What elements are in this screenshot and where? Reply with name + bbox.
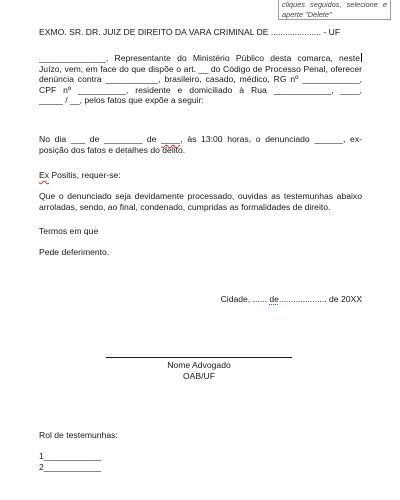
request-line-1: Que o denunciado seja devidamente processado, ouvidas as testemunhas abaixo — [39, 191, 362, 201]
facts-paragraph[interactable] — [39, 134, 362, 155]
grammar-flag: de — [269, 294, 279, 304]
signature-line — [106, 357, 292, 358]
instruction-hint-text: cliques seguidos, selecione e aperte "Delete" — [282, 0, 387, 19]
intro-line-1: ______________, Representante do Ministério Público desta comarca, neste — [39, 53, 360, 63]
request-line-2: arroladas, sendo, ao final, condenado, cumpridas as formalidades de direito. — [39, 201, 331, 212]
instruction-hint-box — [278, 0, 391, 20]
intro-line-5: _____ / __, pelos fatos que expõe a seguir: — [39, 95, 204, 106]
terms-line: Termos em que — [39, 226, 99, 236]
plea-line: Pede deferimento. — [39, 247, 110, 257]
lawyer-oab: OAB/UF — [183, 371, 215, 381]
court-header-text: EXMO. SR. DR. JUIZ DE DIREITO DA VARA CRIMINAL DE ..................... - UF — [39, 27, 341, 37]
intro-line-2: Juízo, vem, em face do que dispõe o art. __ do Código de Processo Penal, oferecer — [39, 63, 362, 74]
facts-line-2: posição dos fatos e detalhes do delito. — [39, 144, 186, 155]
intro-line-4: CPF nº __________, residente e domiciliado à Rua ____________, ____, — [39, 84, 362, 95]
ex-positis-line: Ex Positis, requer-se: — [39, 170, 121, 180]
court-header — [39, 27, 362, 38]
intro-paragraph[interactable] — [39, 53, 362, 106]
intro-line-3: denúncia contra ___________, brasileiro, casado, médico, RG nº ____________, — [39, 74, 362, 85]
witness-item-2[interactable]: 2____________ — [39, 462, 102, 472]
date-line: Cidade, ...... de.................... de 20XX — [220, 294, 362, 304]
spelling-flag-ex: Ex — [39, 170, 50, 180]
witness-item-1[interactable]: 1____________ — [39, 451, 102, 461]
lawyer-name: Nome Advogado — [167, 360, 231, 370]
text-cursor — [361, 53, 362, 62]
request-paragraph[interactable] — [39, 191, 362, 212]
witness-list-title: Rol de testemunhas: — [39, 430, 118, 440]
facts-line-1: No dia ___ de ________ de ____, às 13:00 horas, o denunciado ______, ex- — [39, 134, 362, 144]
spelling-flag: ____ — [161, 134, 181, 144]
